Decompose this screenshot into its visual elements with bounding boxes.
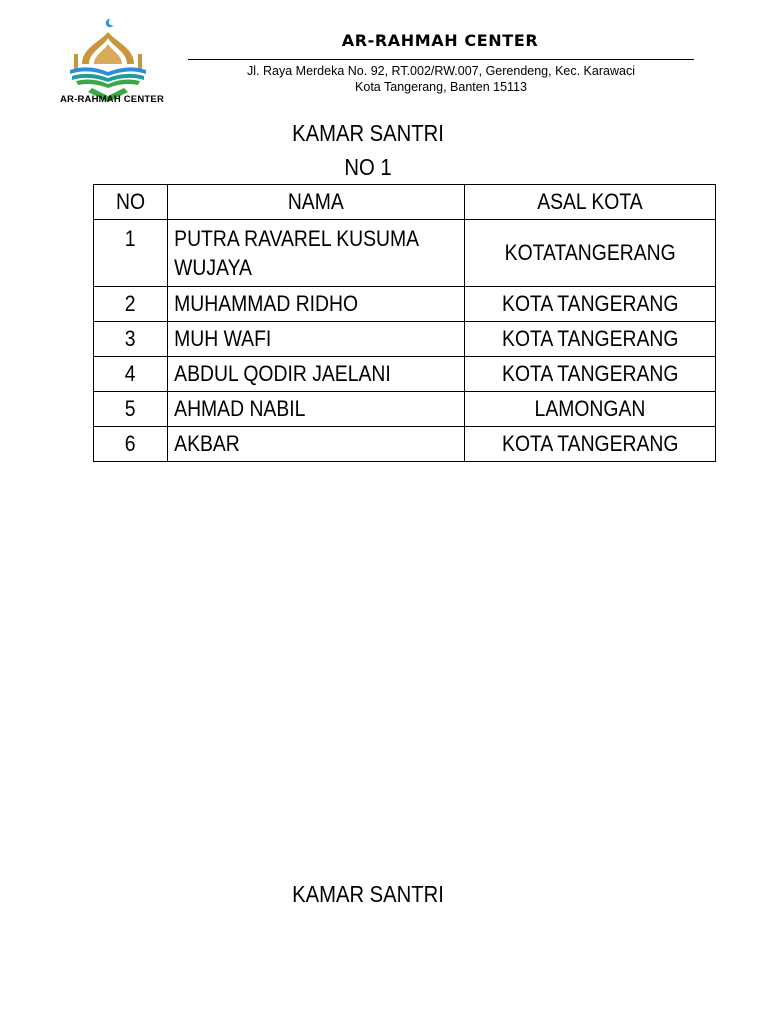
organization-name: AR-RAHMAH CENTER bbox=[341, 31, 539, 50]
room-title: KAMAR SANTRI bbox=[292, 120, 444, 146]
next-room-title: KAMAR SANTRI bbox=[292, 881, 444, 907]
cell-no: 1 bbox=[94, 220, 168, 287]
cell-nama: ABDUL QODIR JAELANI bbox=[168, 357, 465, 392]
table-header-row bbox=[94, 185, 716, 220]
table-row bbox=[94, 392, 716, 427]
cell-asal-kota: KOTA TANGERANG bbox=[465, 427, 716, 462]
cell-nama: AKBAR bbox=[168, 427, 465, 462]
cell-nama: MUH WAFI bbox=[168, 322, 465, 357]
address-line-1: Jl. Raya Merdeka No. 92, RT.002/RW.007, Gerendeng, Kec. Karawaci bbox=[247, 64, 635, 78]
cell-asal-kota: KOTA TANGERANG bbox=[465, 322, 716, 357]
cell-nama: MUHAMMAD RIDHO bbox=[168, 287, 465, 322]
cell-asal-kota: KOTA TANGERANG bbox=[465, 287, 716, 322]
cell-no: 6 bbox=[94, 427, 168, 462]
cell-no: 2 bbox=[94, 287, 168, 322]
cell-asal-kota: KOTATANGERANG bbox=[465, 220, 716, 287]
table-row bbox=[94, 427, 716, 462]
cell-nama: AHMAD NABIL bbox=[168, 392, 465, 427]
cell-no: 5 bbox=[94, 392, 168, 427]
table-row bbox=[94, 322, 716, 357]
cell-nama: PUTRA RAVAREL KUSUMA WUJAYA bbox=[168, 220, 465, 287]
cell-asal-kota: KOTA TANGERANG bbox=[465, 357, 716, 392]
santri-table bbox=[93, 184, 716, 462]
table-row bbox=[94, 287, 716, 322]
header-divider bbox=[188, 59, 694, 60]
header-no: NO bbox=[94, 185, 168, 220]
cell-no: 4 bbox=[94, 357, 168, 392]
header-nama: NAMA bbox=[168, 185, 465, 220]
cell-no: 3 bbox=[94, 322, 168, 357]
table-row bbox=[94, 220, 716, 287]
header-asal-kota: ASAL KOTA bbox=[465, 185, 716, 220]
logo-caption: AR-RAHMAH CENTER bbox=[60, 94, 164, 105]
room-number: NO 1 bbox=[344, 154, 392, 180]
cell-asal-kota: LAMONGAN bbox=[465, 392, 716, 427]
address-line-2: Kota Tangerang, Banten 15113 bbox=[355, 80, 527, 94]
table-row bbox=[94, 357, 716, 392]
